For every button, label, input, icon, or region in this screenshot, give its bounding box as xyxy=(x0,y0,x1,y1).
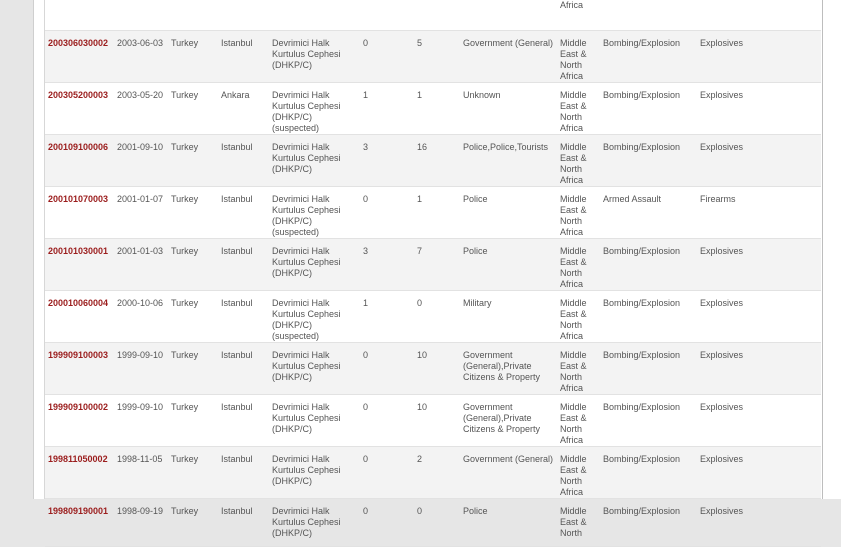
fatalities-count: 0 xyxy=(363,505,369,516)
cell-attack-type xyxy=(600,290,697,342)
fatalities-count: 0 xyxy=(363,37,369,48)
cell-incident-country xyxy=(168,498,218,546)
cell-region xyxy=(557,238,600,290)
cell-incident-city xyxy=(218,498,269,546)
perpetrator-group: Devrimici Halk Kurtulus Cephesi (DHKP/C) xyxy=(272,245,341,278)
cell-incident-id-link xyxy=(45,290,114,342)
cell-weapon-type xyxy=(697,186,821,238)
attack-type: Bombing/Explosion xyxy=(603,89,681,100)
region: Middle East & North Africa xyxy=(560,245,587,289)
cell-region xyxy=(557,134,600,186)
cell-attack-type xyxy=(600,394,697,446)
cell-target-type xyxy=(460,186,557,238)
region: Africa xyxy=(560,0,584,10)
target-type: Police xyxy=(463,505,488,516)
perpetrator-group: Devrimici Halk Kurtulus Cephesi (DHKP/C) (suspected) xyxy=(272,297,341,341)
cell-attack-type xyxy=(600,446,697,498)
cell-incident-country xyxy=(168,394,218,446)
region: Middle East & North Africa xyxy=(560,349,587,393)
cell-fatalities-count xyxy=(360,134,414,186)
incident-date: 2001-01-07 xyxy=(117,193,164,204)
panel-inner-edge xyxy=(44,0,45,499)
target-type: Police,Police,Tourists xyxy=(463,141,549,152)
cell-region xyxy=(557,342,600,394)
fatalities-count: 0 xyxy=(363,453,369,464)
cell-incident-country xyxy=(168,134,218,186)
weapon-type: Explosives xyxy=(700,401,744,412)
left-gutter xyxy=(0,0,33,499)
injured-count: 5 xyxy=(417,37,423,48)
incident-row xyxy=(45,134,821,186)
attack-type: Bombing/Explosion xyxy=(603,349,681,360)
cell-incident-country xyxy=(168,186,218,238)
incident-id-link[interactable]: 199909100002 xyxy=(48,401,109,412)
cell-incident-city xyxy=(218,30,269,82)
cell-incident-country xyxy=(168,30,218,82)
cell-incident-city xyxy=(218,82,269,134)
incident-row xyxy=(45,290,821,342)
cell-perpetrator-group xyxy=(269,0,360,30)
cell-injured-count xyxy=(414,238,460,290)
cell-incident-id-link xyxy=(45,134,114,186)
cell-incident-id-link xyxy=(45,30,114,82)
cell-attack-type xyxy=(600,0,697,30)
incident-rows xyxy=(45,0,821,546)
incident-city: Istanbul xyxy=(221,453,253,464)
incident-row xyxy=(45,82,821,134)
cell-attack-type xyxy=(600,238,697,290)
incident-id-link[interactable]: 200109100006 xyxy=(48,141,109,152)
region: Middle East & North Africa xyxy=(560,297,587,341)
incident-country: Turkey xyxy=(171,193,199,204)
cell-injured-count xyxy=(414,446,460,498)
cell-perpetrator-group xyxy=(269,342,360,394)
cell-perpetrator-group xyxy=(269,446,360,498)
perpetrator-group: Devrimici Halk Kurtulus Cephesi (DHKP/C) xyxy=(272,505,341,538)
cell-incident-city xyxy=(218,394,269,446)
cell-injured-count xyxy=(414,394,460,446)
cell-injured-count xyxy=(414,342,460,394)
cell-injured-count xyxy=(414,290,460,342)
cell-incident-id-link xyxy=(45,0,114,30)
incident-id-link[interactable]: 199811050002 xyxy=(48,453,108,464)
perpetrator-group: Devrimici Halk Kurtulus Cephesi (DHKP/C) xyxy=(272,141,341,174)
incident-id-link[interactable]: 200010060004 xyxy=(48,297,109,308)
cell-incident-date xyxy=(114,498,168,546)
incident-id-link[interactable]: 200305200003 xyxy=(48,89,109,100)
incident-date: 1999-09-10 xyxy=(117,349,164,360)
cell-weapon-type xyxy=(697,446,821,498)
incident-date: 2003-06-03 xyxy=(117,37,164,48)
cell-injured-count xyxy=(414,498,460,546)
incident-country: Turkey xyxy=(171,89,199,100)
incident-row xyxy=(45,238,821,290)
cell-weapon-type xyxy=(697,290,821,342)
fatalities-count: 3 xyxy=(363,141,369,152)
cell-incident-city xyxy=(218,290,269,342)
cell-incident-date xyxy=(114,446,168,498)
target-type: Police xyxy=(463,193,488,204)
incident-row xyxy=(45,186,821,238)
incident-row xyxy=(45,394,821,446)
cell-injured-count xyxy=(414,0,460,30)
cell-injured-count xyxy=(414,134,460,186)
incident-country: Turkey xyxy=(171,505,199,516)
incident-country: Turkey xyxy=(171,401,199,412)
region: Middle East & North Africa xyxy=(560,193,587,237)
cell-attack-type xyxy=(600,342,697,394)
cell-incident-city xyxy=(218,186,269,238)
incident-row xyxy=(45,30,821,82)
region: Middle East & North Africa xyxy=(560,37,587,81)
cell-target-type xyxy=(460,498,557,546)
region: Middle East & North Africa xyxy=(560,89,587,133)
cell-attack-type xyxy=(600,498,697,546)
fatalities-count: 1 xyxy=(363,297,369,308)
attack-type: Bombing/Explosion xyxy=(603,505,681,516)
cell-weapon-type xyxy=(697,82,821,134)
cell-incident-country xyxy=(168,290,218,342)
injured-count: 1 xyxy=(417,89,423,100)
cell-fatalities-count xyxy=(360,30,414,82)
cell-incident-city xyxy=(218,134,269,186)
incident-date: 2001-09-10 xyxy=(117,141,164,152)
cell-attack-type xyxy=(600,30,697,82)
incident-city: Istanbul xyxy=(221,297,253,308)
attack-type: Bombing/Explosion xyxy=(603,453,681,464)
incident-id-link[interactable]: 200306030002 xyxy=(48,37,109,48)
cell-weapon-type xyxy=(697,342,821,394)
incident-city: Istanbul xyxy=(221,349,253,360)
target-type: Government (General),Private Citizens & Property xyxy=(463,401,541,434)
incident-date: 2000-10-06 xyxy=(117,297,164,308)
attack-type: Bombing/Explosion xyxy=(603,401,681,412)
cell-perpetrator-group xyxy=(269,30,360,82)
cell-region xyxy=(557,394,600,446)
cell-incident-id-link xyxy=(45,82,114,134)
attack-type: Bombing/Explosion xyxy=(603,141,681,152)
incident-row xyxy=(45,446,821,498)
region: Middle East & North Africa xyxy=(560,401,587,445)
cell-target-type xyxy=(460,82,557,134)
cell-target-type xyxy=(460,30,557,82)
perpetrator-group: Devrimici Halk Kurtulus Cephesi (DHKP/C) xyxy=(272,401,341,434)
cell-attack-type xyxy=(600,186,697,238)
cell-weapon-type xyxy=(697,0,821,30)
cell-incident-city xyxy=(218,0,269,30)
cell-fatalities-count xyxy=(360,0,414,30)
cell-perpetrator-group xyxy=(269,134,360,186)
target-type: Military xyxy=(463,297,492,308)
incident-city: Istanbul xyxy=(221,245,253,256)
injured-count: 16 xyxy=(417,141,428,152)
target-type: Government (General),Private Citizens & Property xyxy=(463,349,541,382)
cell-target-type xyxy=(460,238,557,290)
target-type: Government (General) xyxy=(463,453,554,464)
cell-incident-date xyxy=(114,30,168,82)
fatalities-count: 1 xyxy=(363,89,369,100)
cell-perpetrator-group xyxy=(269,394,360,446)
region: Middle East & North xyxy=(560,505,587,538)
incident-country: Turkey xyxy=(171,245,199,256)
weapon-type: Explosives xyxy=(700,349,744,360)
cell-incident-country xyxy=(168,446,218,498)
cell-perpetrator-group xyxy=(269,82,360,134)
cell-fatalities-count xyxy=(360,498,414,546)
cell-incident-city xyxy=(218,446,269,498)
cell-perpetrator-group xyxy=(269,238,360,290)
cell-incident-date xyxy=(114,134,168,186)
cell-target-type xyxy=(460,446,557,498)
weapon-type: Explosives xyxy=(700,505,744,516)
perpetrator-group: Devrimici Halk Kurtulus Cephesi (DHKP/C) xyxy=(272,37,341,70)
incident-id-link[interactable]: 200101070003 xyxy=(48,193,109,204)
fatalities-count: 0 xyxy=(363,349,369,360)
cell-incident-id-link xyxy=(45,394,114,446)
cell-target-type xyxy=(460,342,557,394)
cell-incident-city xyxy=(218,342,269,394)
injured-count: 1 xyxy=(417,193,423,204)
weapon-type: Firearms xyxy=(700,193,736,204)
incident-city: Ankara xyxy=(221,89,250,100)
cell-target-type xyxy=(460,290,557,342)
weapon-type: Explosives xyxy=(700,89,744,100)
cell-target-type xyxy=(460,134,557,186)
incident-date: 1998-11-05 xyxy=(117,453,163,464)
region: Middle East & North Africa xyxy=(560,141,587,185)
cell-region xyxy=(557,446,600,498)
cell-weapon-type xyxy=(697,30,821,82)
incident-row xyxy=(45,498,821,546)
cell-perpetrator-group xyxy=(269,186,360,238)
incident-country: Turkey xyxy=(171,297,199,308)
incident-date: 2003-05-20 xyxy=(117,89,164,100)
attack-type: Bombing/Explosion xyxy=(603,245,681,256)
perpetrator-group: Devrimici Halk Kurtulus Cephesi (DHKP/C) xyxy=(272,453,341,486)
perpetrator-group: Devrimici Halk Kurtulus Cephesi (DHKP/C) xyxy=(272,349,341,382)
cell-fatalities-count xyxy=(360,290,414,342)
cell-incident-date xyxy=(114,186,168,238)
cell-incident-id-link xyxy=(45,498,114,546)
cell-injured-count xyxy=(414,30,460,82)
incident-city: Istanbul xyxy=(221,505,253,516)
fatalities-count: 0 xyxy=(363,193,369,204)
incident-city: Istanbul xyxy=(221,401,253,412)
incident-city: Istanbul xyxy=(221,37,253,48)
incident-row xyxy=(45,0,821,30)
incident-city: Istanbul xyxy=(221,193,253,204)
weapon-type: Explosives xyxy=(700,453,744,464)
cell-region xyxy=(557,30,600,82)
incident-id-link[interactable]: 199809190001 xyxy=(48,505,109,516)
fatalities-count: 3 xyxy=(363,245,369,256)
cell-attack-type xyxy=(600,134,697,186)
cell-incident-id-link xyxy=(45,446,114,498)
injured-count: 10 xyxy=(417,349,428,360)
cell-fatalities-count xyxy=(360,238,414,290)
target-type: Police xyxy=(463,245,488,256)
incident-date: 2001-01-03 xyxy=(117,245,164,256)
incident-row xyxy=(45,342,821,394)
cell-weapon-type xyxy=(697,498,821,546)
cell-incident-date xyxy=(114,290,168,342)
cell-incident-date xyxy=(114,238,168,290)
weapon-type: Explosives xyxy=(700,37,744,48)
incident-results-table xyxy=(45,0,821,547)
injured-count: 0 xyxy=(417,505,423,516)
incident-country: Turkey xyxy=(171,37,199,48)
incident-city: Istanbul xyxy=(221,141,253,152)
injured-count: 2 xyxy=(417,453,423,464)
incident-date: 1999-09-10 xyxy=(117,401,164,412)
cell-fatalities-count xyxy=(360,446,414,498)
perpetrator-group: Devrimici Halk Kurtulus Cephesi (DHKP/C) (suspected) xyxy=(272,89,341,133)
cell-incident-date xyxy=(114,342,168,394)
cell-incident-country xyxy=(168,238,218,290)
injured-count: 7 xyxy=(417,245,423,256)
incident-id-link[interactable]: 200101030001 xyxy=(48,245,109,256)
cell-injured-count xyxy=(414,82,460,134)
incident-country: Turkey xyxy=(171,349,199,360)
right-gutter xyxy=(823,0,841,499)
cell-incident-date xyxy=(114,0,168,30)
attack-type: Bombing/Explosion xyxy=(603,37,681,48)
target-type: Unknown xyxy=(463,89,501,100)
cell-weapon-type xyxy=(697,238,821,290)
region: Middle East & North Africa xyxy=(560,453,587,497)
cell-incident-date xyxy=(114,82,168,134)
cell-weapon-type xyxy=(697,394,821,446)
incident-id-link[interactable]: 199909100003 xyxy=(48,349,109,360)
cell-perpetrator-group xyxy=(269,498,360,546)
injured-count: 0 xyxy=(417,297,423,308)
cell-injured-count xyxy=(414,186,460,238)
cell-region xyxy=(557,186,600,238)
target-type: Government (General) xyxy=(463,37,554,48)
incident-date: 1998-09-19 xyxy=(117,505,164,516)
cell-target-type xyxy=(460,394,557,446)
cell-incident-city xyxy=(218,238,269,290)
cell-region xyxy=(557,0,600,30)
injured-count: 10 xyxy=(417,401,428,412)
cell-incident-id-link xyxy=(45,238,114,290)
cell-region xyxy=(557,82,600,134)
cell-incident-date xyxy=(114,394,168,446)
cell-weapon-type xyxy=(697,134,821,186)
cell-region xyxy=(557,290,600,342)
cell-fatalities-count xyxy=(360,186,414,238)
cell-attack-type xyxy=(600,82,697,134)
cell-incident-country xyxy=(168,82,218,134)
cell-incident-country xyxy=(168,342,218,394)
incident-country: Turkey xyxy=(171,453,199,464)
cell-fatalities-count xyxy=(360,394,414,446)
cell-target-type xyxy=(460,0,557,30)
cell-fatalities-count xyxy=(360,342,414,394)
weapon-type: Explosives xyxy=(700,297,744,308)
weapon-type: Explosives xyxy=(700,141,744,152)
attack-type: Bombing/Explosion xyxy=(603,297,681,308)
cell-region xyxy=(557,498,600,546)
fatalities-count: 0 xyxy=(363,401,369,412)
cell-perpetrator-group xyxy=(269,290,360,342)
weapon-type: Explosives xyxy=(700,245,744,256)
cell-incident-id-link xyxy=(45,342,114,394)
cell-incident-country xyxy=(168,0,218,30)
cell-fatalities-count xyxy=(360,82,414,134)
perpetrator-group: Devrimici Halk Kurtulus Cephesi (DHKP/C) (suspected) xyxy=(272,193,341,237)
incident-country: Turkey xyxy=(171,141,199,152)
cell-incident-id-link xyxy=(45,186,114,238)
results-panel xyxy=(34,0,822,538)
attack-type: Armed Assault xyxy=(603,193,662,204)
